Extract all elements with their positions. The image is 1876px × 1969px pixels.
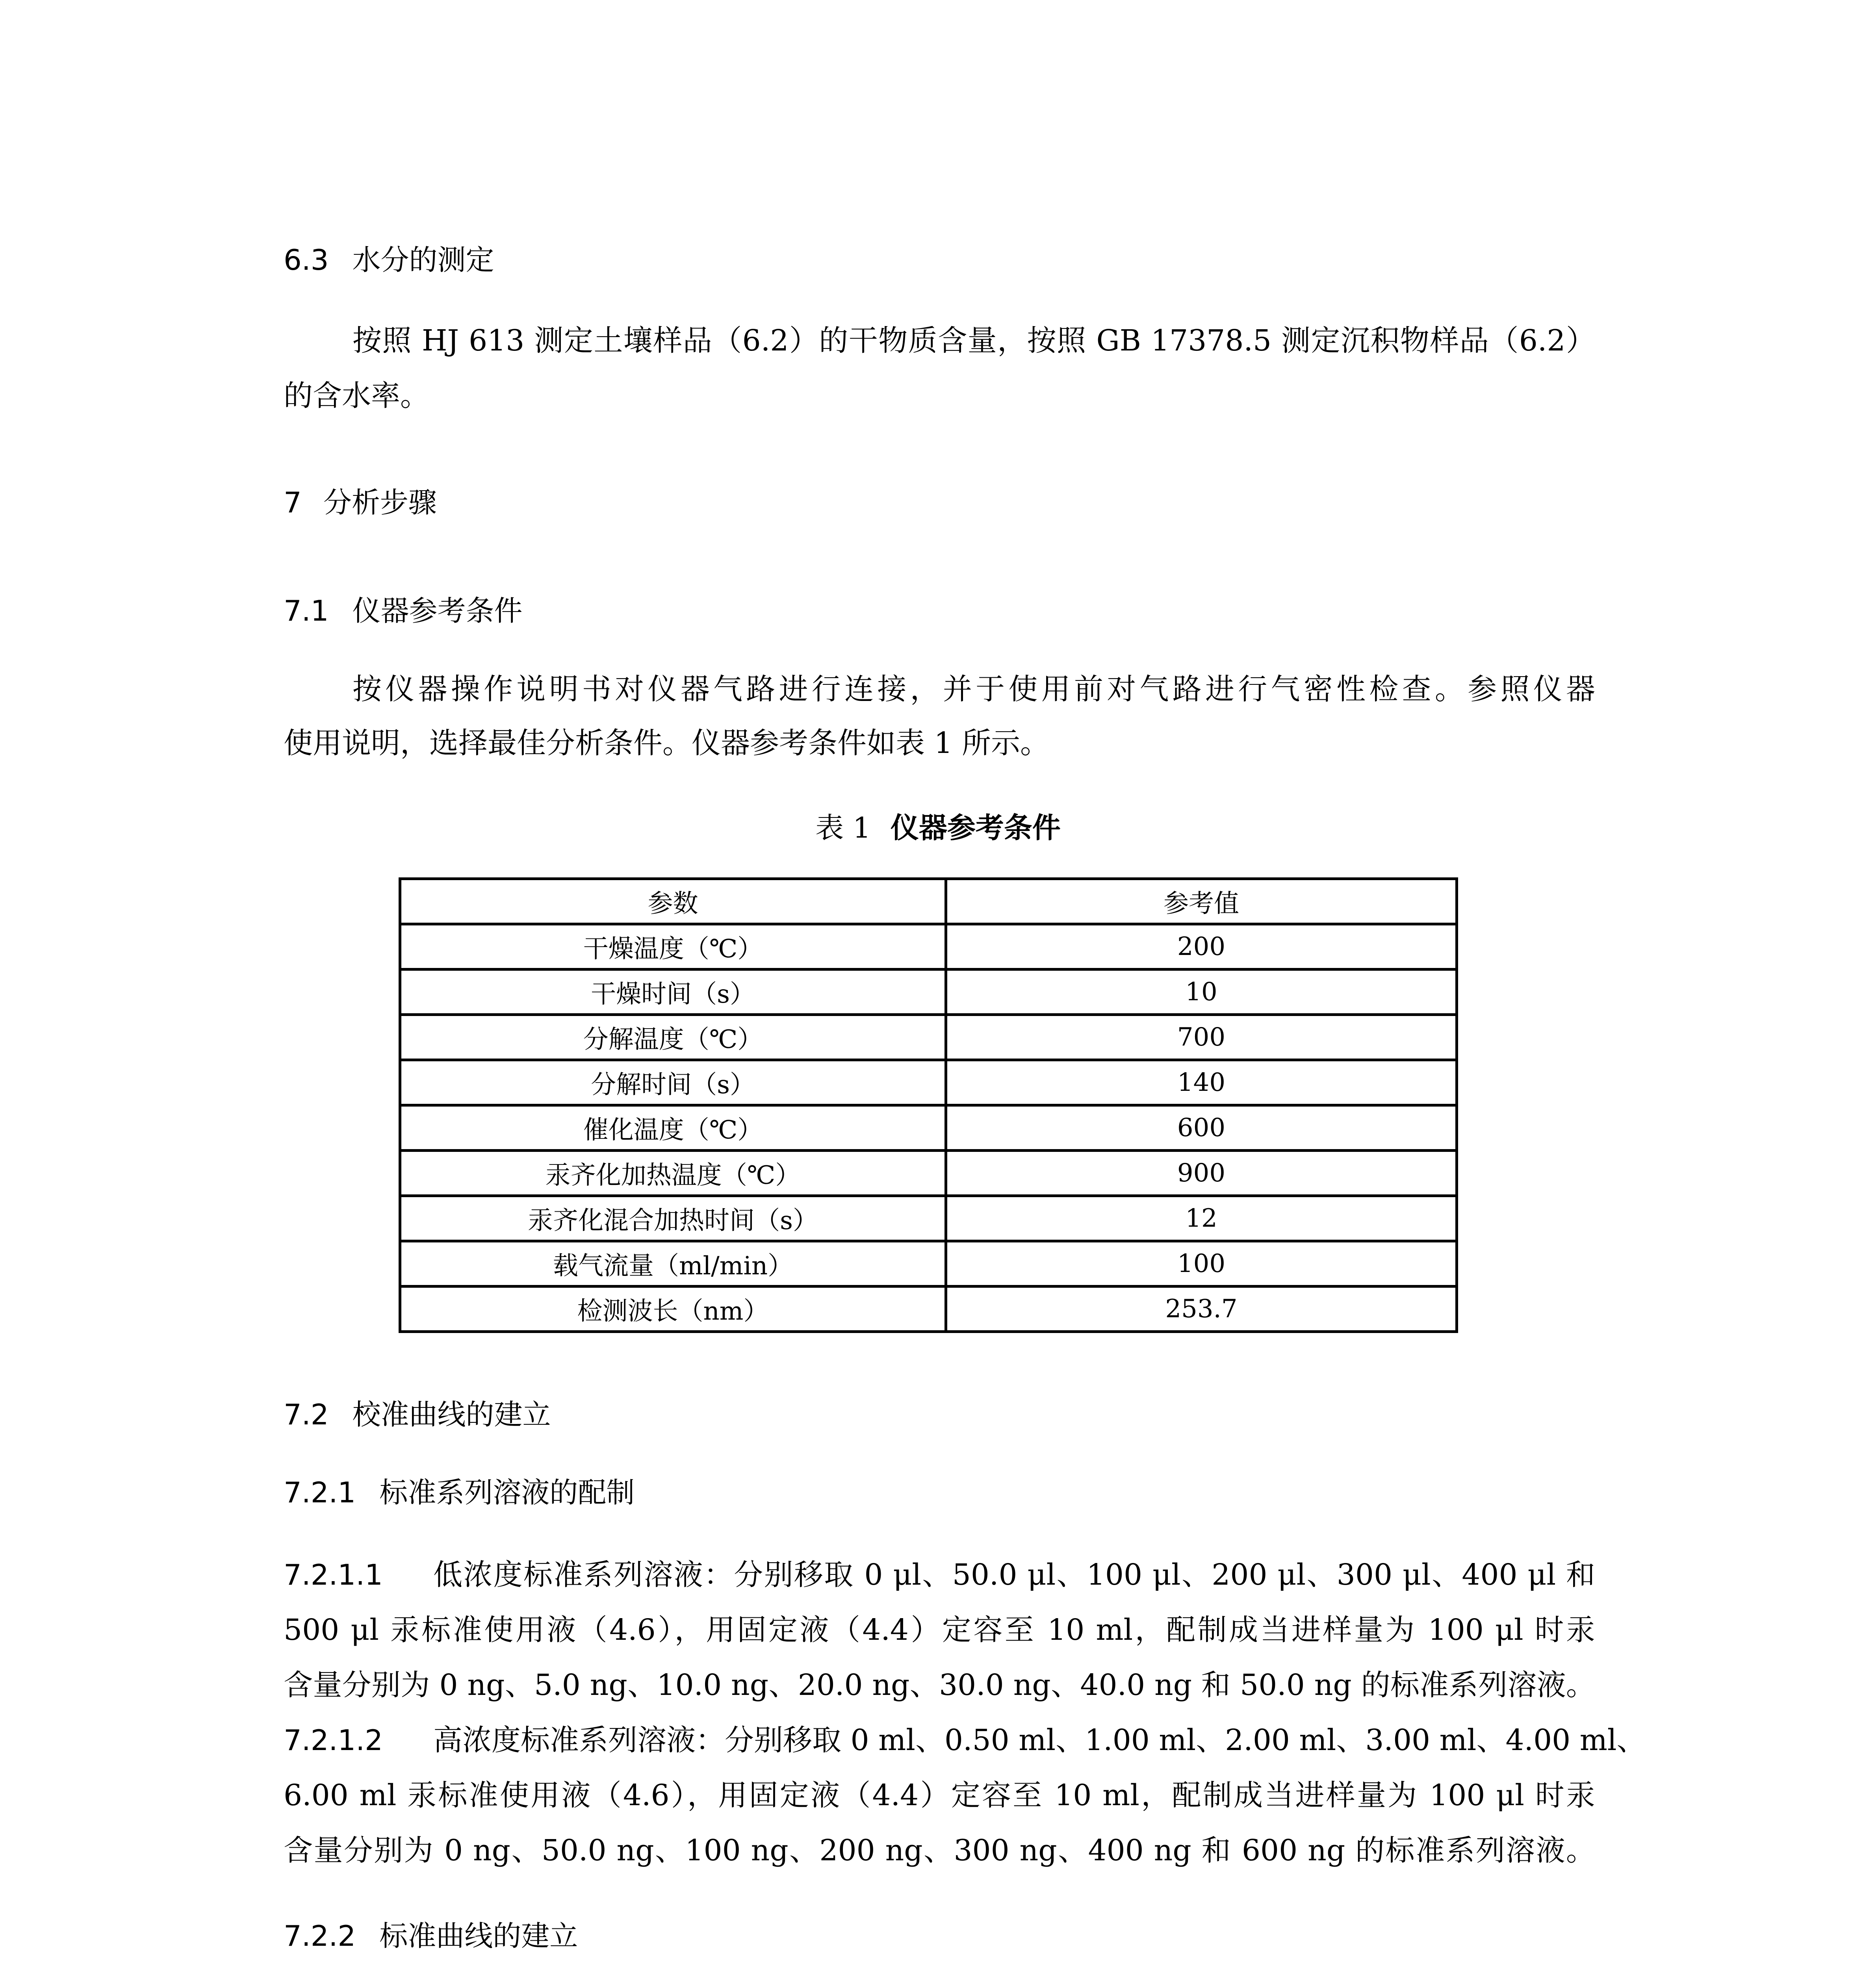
- heading-7-2-1: [284, 1478, 635, 1507]
- heading-title: 仪器参考条件: [352, 594, 523, 627]
- cell-value: 200: [946, 924, 1457, 970]
- paragraph-line: 按照 HJ 613 测定土壤样品（6.2）的干物质含量，按照 GB 17378.5 测定沉积物样品（6.2）: [353, 324, 1595, 358]
- heading-6-3: [284, 243, 494, 276]
- cell-parameter: 干燥时间（s）: [400, 970, 946, 1015]
- cell-parameter: 汞齐化混合加热时间（s）: [400, 1196, 946, 1241]
- cell-parameter: 分解温度（℃）: [400, 1015, 946, 1060]
- paragraph-line: 高浓度标准系列溶液：分别移取 0 ml、0.50 ml、1.00 ml、2.00 ml、3.00 ml、4.00 ml、: [433, 1723, 1646, 1757]
- heading-title: 分析步骤: [323, 486, 437, 519]
- table-row: [400, 1105, 1457, 1151]
- cell-value: 12: [946, 1196, 1457, 1241]
- clause-number: 7.2.1.1: [284, 1558, 383, 1591]
- cell-value: 100: [946, 1241, 1457, 1287]
- heading-7-2-2: [284, 1919, 578, 1952]
- paragraph-line: 500 μl 汞标准使用液（4.6），用固定液（4.4）定容至 10 ml，配制成当进样量为 100 μl 时汞: [284, 1613, 1595, 1647]
- paragraph-line: 含量分别为 0 ng、5.0 ng、10.0 ng、20.0 ng、30.0 ng、40.0 ng 和 50.0 ng 的标准系列溶液。: [284, 1668, 1595, 1702]
- heading-number: 7.2.2: [284, 1919, 356, 1952]
- cell-value: 10: [946, 970, 1457, 1015]
- heading-number: 7.2: [284, 1398, 329, 1431]
- instrument-conditions-table: [399, 877, 1458, 1333]
- cell-parameter: 分解时间（s）: [400, 1060, 946, 1105]
- heading-title: 标准曲线的建立: [379, 1919, 578, 1952]
- cell-value: 900: [946, 1151, 1457, 1196]
- header-reference-value: 参考值: [946, 879, 1457, 924]
- paragraph-line: 的含水率。: [284, 379, 429, 413]
- cell-value: 700: [946, 1015, 1457, 1060]
- table-row: [400, 924, 1457, 970]
- heading-number: 7: [284, 486, 302, 519]
- table-row: [400, 1287, 1457, 1332]
- cell-parameter: 催化温度（℃）: [400, 1105, 946, 1151]
- table-number: 表 1: [815, 811, 871, 844]
- heading-number: 7.1: [284, 594, 329, 627]
- cell-value: 253.7: [946, 1287, 1457, 1332]
- table-header-row: [400, 879, 1457, 924]
- paragraph-line: 按仪器操作说明书对仪器气路进行连接，并于使用前对气路进行气密性检查。参照仪器: [353, 672, 1595, 706]
- cell-parameter: 载气流量（ml/min）: [400, 1241, 946, 1287]
- cell-parameter: 汞齐化加热温度（℃）: [400, 1151, 946, 1196]
- heading-7-2: [284, 1400, 551, 1429]
- cell-value: 140: [946, 1060, 1457, 1105]
- table-row: [400, 1196, 1457, 1241]
- paragraph-line: 使用说明，选择最佳分析条件。仪器参考条件如表 1 所示。: [284, 726, 1050, 760]
- clause-number: 7.2.1.2: [284, 1724, 383, 1757]
- heading-7: [284, 488, 437, 517]
- table-row: [400, 1060, 1457, 1105]
- heading-number: 6.3: [284, 243, 329, 276]
- cell-parameter: 干燥温度（℃）: [400, 924, 946, 970]
- cell-value: 600: [946, 1105, 1457, 1151]
- clause-7-2-1-2: [284, 1726, 383, 1755]
- header-parameter: 参数: [400, 879, 946, 924]
- table-row: [400, 1241, 1457, 1287]
- heading-title: 水分的测定: [352, 243, 494, 276]
- table-caption: [0, 811, 1876, 844]
- heading-number: 7.2.1: [284, 1476, 356, 1509]
- clause-7-2-1-1: [284, 1560, 403, 1589]
- heading-7-1: [284, 594, 523, 627]
- table-title: 仪器参考条件: [890, 811, 1061, 844]
- table-row: [400, 970, 1457, 1015]
- heading-title: 校准曲线的建立: [352, 1398, 551, 1431]
- paragraph-line: 含量分别为 0 ng、50.0 ng、100 ng、200 ng、300 ng、400 ng 和 600 ng 的标准系列溶液。: [284, 1834, 1595, 1867]
- table-row: [400, 1151, 1457, 1196]
- cell-parameter: 检测波长（nm）: [400, 1287, 946, 1332]
- paragraph-line: 低浓度标准系列溶液：分别移取 0 μl、50.0 μl、100 μl、200 μl、300 μl、400 μl 和: [433, 1558, 1595, 1592]
- paragraph-line: 6.00 ml 汞标准使用液（4.6），用固定液（4.4）定容至 10 ml，配制成当进样量为 100 μl 时汞: [284, 1778, 1595, 1812]
- heading-title: 标准系列溶液的配制: [379, 1476, 635, 1509]
- table-row: [400, 1015, 1457, 1060]
